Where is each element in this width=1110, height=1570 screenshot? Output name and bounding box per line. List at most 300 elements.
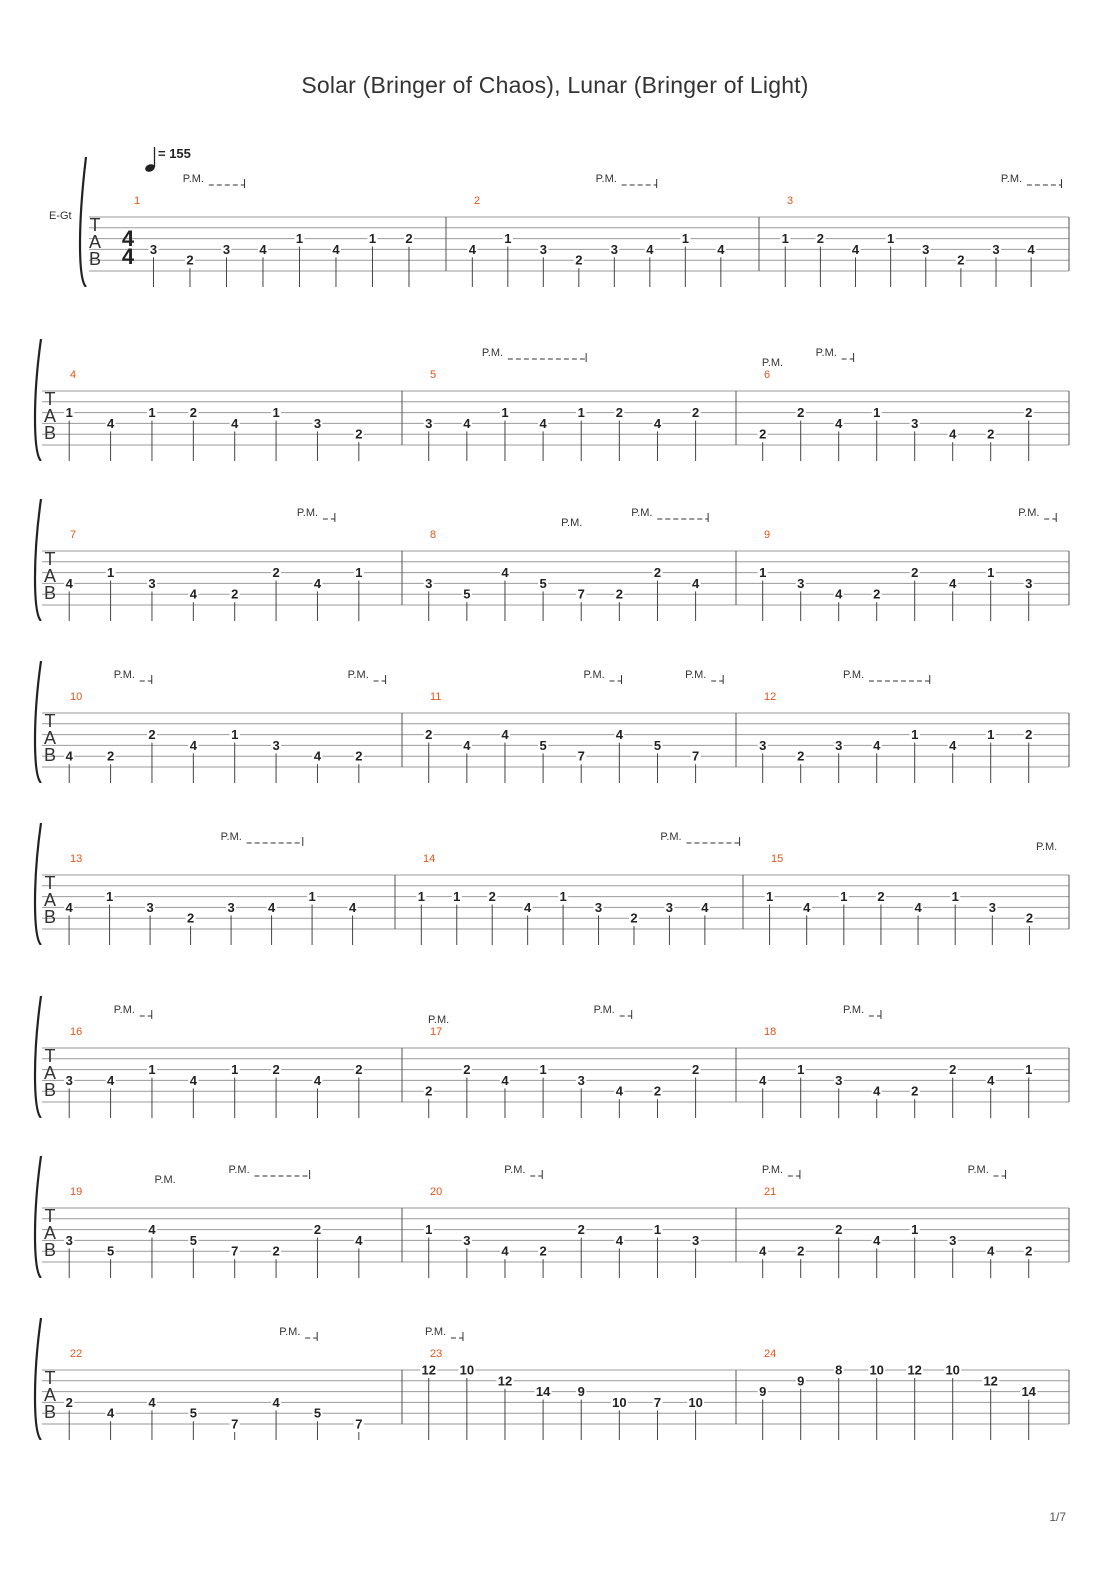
tab-note: 2: [797, 405, 805, 421]
tab-note: 2: [272, 1062, 280, 1078]
tab-note: 1: [840, 889, 848, 905]
tab-note: 7: [231, 1416, 239, 1432]
system-bracket: [35, 661, 41, 783]
tab-note: 1: [65, 405, 73, 421]
tab-note: 2: [691, 405, 700, 421]
tab-note: 7: [653, 1394, 662, 1410]
tab-clef-b: B: [43, 1402, 57, 1422]
tab-note: 4: [539, 415, 547, 431]
tab-note: 4: [189, 1072, 197, 1088]
measure-2: [467, 195, 726, 287]
palm-mute: [561, 517, 582, 529]
tab-note: 1: [417, 889, 425, 905]
palm-mute: [762, 1164, 800, 1179]
tab-note: 3: [594, 899, 603, 915]
tab-note: 1: [781, 231, 789, 247]
tab-note: 3: [146, 899, 154, 915]
palm-mute-label: P.M.: [424, 1326, 447, 1338]
tab-note: 2: [759, 426, 767, 442]
tab-note: 4: [463, 415, 471, 431]
tab-note: 1: [272, 405, 280, 421]
tab-note: 1: [681, 231, 689, 247]
palm-mute-label: P.M.: [504, 1164, 526, 1176]
tab-note: 2: [272, 565, 280, 581]
palm-mute: [482, 347, 586, 362]
tab-note: 1: [987, 565, 995, 581]
tab-note: 4: [189, 586, 197, 602]
measure-10: [64, 691, 364, 783]
tab-note: 4: [615, 1083, 623, 1099]
tab-system-5: [0, 805, 1110, 945]
tab-note: 3: [272, 737, 280, 753]
tab-note: 2: [539, 1243, 547, 1259]
tab-note: 1: [911, 1222, 919, 1238]
song-title: Solar (Bringer of Chaos), Lunar (Bringer of Light): [301, 72, 809, 98]
tab-clef-b: B: [43, 1080, 57, 1100]
palm-mute-label: P.M.: [1036, 841, 1058, 853]
tab-note: 4: [646, 241, 654, 257]
tab-clef-t: T: [44, 873, 56, 893]
tab-note: 1: [539, 1062, 547, 1078]
tab-note: 1: [453, 889, 461, 905]
measure-9: [758, 529, 1034, 621]
tab-note: 2: [615, 586, 623, 602]
tab-note: 9: [759, 1384, 767, 1400]
palm-mute: [114, 669, 152, 684]
palm-mute: [1036, 841, 1057, 853]
tab-note: 4: [332, 241, 340, 257]
palm-mute: [584, 669, 622, 684]
tab-note: 4: [524, 899, 532, 915]
measure-number: 8: [430, 529, 437, 541]
measure-12: [758, 691, 1034, 783]
tab-note: 2: [615, 405, 623, 421]
tab-note: 2: [653, 1083, 662, 1099]
tab-note: 4: [65, 899, 73, 915]
tab-note: 2: [949, 1062, 957, 1078]
tab-note: 4: [355, 1232, 363, 1248]
tab-note: 1: [231, 1062, 239, 1078]
palm-mute: [843, 669, 930, 684]
tab-note: 2: [272, 1243, 280, 1259]
tab-clef-t: T: [44, 1046, 56, 1066]
tab-system-4: [0, 643, 1110, 783]
tab-note: 3: [911, 415, 919, 431]
tab-note: 3: [835, 1072, 843, 1088]
palm-mute: [114, 1004, 152, 1019]
palm-mute-label: P.M.: [685, 669, 707, 681]
tab-clef-t: T: [44, 1368, 56, 1388]
measure-number: 3: [787, 195, 794, 207]
tab-note: 4: [65, 575, 73, 591]
tab-note: 3: [691, 1232, 700, 1248]
tab-note: 4: [615, 727, 623, 743]
tab-note: 3: [577, 1072, 585, 1088]
tempo-marking: [144, 147, 156, 173]
tab-note: 4: [851, 241, 860, 257]
measure-number: 1: [134, 195, 141, 207]
measure-22: [64, 1348, 364, 1440]
tab-clef-b: B: [43, 1240, 57, 1260]
palm-mute-label: P.M.: [583, 669, 605, 681]
tab-note: 2: [355, 748, 363, 764]
measure-19: [64, 1186, 364, 1278]
palm-mute: [425, 1326, 463, 1341]
tab-note: 3: [992, 241, 1000, 257]
tab-note: 1: [873, 405, 881, 421]
tab-note: 2: [653, 565, 662, 581]
tab-note: 1: [653, 1222, 662, 1238]
palm-mute-label: P.M.: [220, 831, 242, 843]
measure-16: [64, 1026, 364, 1118]
palm-mute-label: P.M.: [228, 1164, 250, 1176]
palm-mute: [843, 1004, 881, 1019]
tab-note: 1: [425, 1222, 433, 1238]
tab-note: 2: [797, 1243, 805, 1259]
tab-note: 7: [231, 1243, 239, 1259]
measure-number: 20: [430, 1186, 443, 1198]
palm-mute: [504, 1164, 542, 1179]
tab-note: 2: [65, 1394, 73, 1410]
tab-note: 4: [272, 1394, 280, 1410]
palm-mute: [279, 1326, 317, 1341]
tab-note: 3: [797, 575, 805, 591]
tab-note: 2: [691, 1062, 700, 1078]
tab-note: 4: [949, 426, 957, 442]
tab-note: 4: [949, 737, 957, 753]
tab-note: 2: [186, 910, 195, 926]
tab-note: 4: [835, 415, 843, 431]
tab-note: 4: [106, 1405, 115, 1421]
palm-mute-label: P.M.: [296, 507, 319, 519]
palm-mute-label: P.M.: [660, 831, 682, 843]
tab-note: 4: [759, 1072, 767, 1088]
tab-note: 4: [759, 1243, 767, 1259]
tab-note: 12: [421, 1362, 436, 1378]
measure-14: [416, 853, 710, 945]
tab-note: 2: [630, 910, 638, 926]
tab-note: 4: [803, 899, 811, 915]
time-signature-denominator: 4: [121, 244, 135, 269]
tab-note: 4: [949, 575, 957, 591]
tab-note: 3: [148, 575, 156, 591]
palm-mute-label: P.M.: [593, 1004, 615, 1016]
measure-number: 23: [430, 1348, 443, 1360]
tab-note: 2: [355, 426, 363, 442]
tab-note: 5: [189, 1232, 197, 1248]
tab-note: 3: [835, 737, 843, 753]
tab-note: 2: [987, 426, 995, 442]
tab-note: 4: [701, 899, 709, 915]
tab-note: 8: [835, 1362, 843, 1378]
palm-mute-label: P.M.: [761, 357, 784, 369]
palm-mute-label: P.M.: [631, 507, 653, 519]
tab-note: 7: [691, 748, 700, 764]
tab-note: 4: [231, 415, 239, 431]
system-bracket: [35, 499, 41, 621]
tab-note: 5: [313, 1405, 322, 1421]
tab-note: 4: [189, 737, 197, 753]
tab-note: 3: [539, 241, 547, 257]
tab-note: 7: [577, 748, 585, 764]
tab-note: 4: [501, 1243, 509, 1259]
measure-20: [424, 1186, 701, 1278]
tab-clef-a: A: [43, 1063, 57, 1083]
palm-mute-label: P.M.: [113, 1004, 135, 1016]
tab-system-2: [0, 321, 1110, 461]
tab-note: 2: [873, 586, 881, 602]
tab-note: 1: [308, 889, 316, 905]
tab-note: 1: [765, 889, 774, 905]
tab-clef-b: B: [43, 745, 57, 765]
tab-note: 2: [816, 231, 825, 247]
tab-note: 5: [539, 737, 547, 753]
tab-clef-b: B: [43, 583, 57, 603]
system-bracket: [35, 823, 41, 945]
tab-note: 4: [468, 241, 476, 257]
tab-system-8: [0, 1300, 1110, 1440]
tab-note: 4: [501, 1072, 509, 1088]
palm-mute: [594, 1004, 632, 1019]
tab-note: 4: [987, 1072, 995, 1088]
tab-note: 3: [149, 241, 158, 257]
tab-system-7: [0, 1138, 1110, 1278]
tab-clef-t: T: [89, 215, 101, 235]
tab-note: 2: [1025, 727, 1033, 743]
tab-note: 5: [106, 1243, 115, 1259]
palm-mute: [428, 1014, 449, 1026]
system-bracket: [80, 157, 86, 287]
tab-clef-a: A: [43, 1223, 57, 1243]
tab-note: 4: [148, 1394, 156, 1410]
measure-11: [424, 691, 701, 783]
tab-note: 14: [1021, 1384, 1036, 1400]
tab-note: 2: [186, 252, 194, 268]
tab-note: 5: [539, 575, 547, 591]
tab-note: 9: [797, 1373, 805, 1389]
palm-mute: [348, 669, 386, 684]
measure-24: [758, 1348, 1037, 1440]
tab-note: 2: [231, 586, 239, 602]
tab-note: 1: [105, 889, 114, 905]
tab-note: 7: [355, 1416, 363, 1432]
measure-number: 18: [764, 1026, 777, 1038]
palm-mute: [631, 507, 708, 522]
measure-17: [424, 1026, 701, 1118]
tab-note: 3: [425, 575, 433, 591]
tab-note: 12: [907, 1362, 922, 1378]
palm-mute: [762, 357, 783, 369]
tab-clef-b: B: [88, 249, 102, 269]
palm-mute: [816, 347, 854, 362]
tab-note: 4: [148, 1222, 156, 1238]
tab-note: 1: [148, 405, 156, 421]
palm-mute-label: P.M.: [113, 669, 135, 681]
tab-note: 3: [65, 1232, 73, 1248]
measure-13: [64, 853, 358, 945]
measure-8: [424, 529, 701, 621]
tab-note: 3: [988, 899, 996, 915]
tab-clef-b: B: [43, 423, 57, 443]
tab-note: 3: [922, 241, 930, 257]
tab-note: 1: [106, 565, 115, 581]
palm-mute: [1001, 173, 1062, 188]
tab-note: 4: [873, 737, 881, 753]
measure-7: [64, 529, 364, 621]
tab-note: 1: [355, 565, 363, 581]
time-signature-numerator: 4: [121, 226, 135, 251]
measure-18: [758, 1026, 1034, 1118]
tab-note: 2: [405, 231, 413, 247]
tab-system-6: [0, 978, 1110, 1118]
palm-mute-label: P.M.: [595, 173, 617, 185]
tab-note: 4: [873, 1083, 881, 1099]
measure-number: 4: [70, 369, 77, 381]
tab-note: 10: [945, 1362, 960, 1378]
measure-number: 22: [70, 1348, 83, 1360]
tab-clef-t: T: [44, 549, 56, 569]
measure-6: [758, 369, 1034, 461]
tab-note: 5: [189, 1405, 197, 1421]
tab-note: 1: [987, 727, 995, 743]
measure-15: [765, 853, 1035, 945]
tab-note: 1: [559, 889, 567, 905]
tab-note: 3: [425, 415, 433, 431]
tab-note: 1: [577, 405, 585, 421]
system-bracket: [35, 996, 41, 1118]
system-bracket: [35, 1318, 41, 1440]
palm-mute: [596, 173, 657, 188]
tempo-value: = 155: [158, 147, 191, 161]
palm-mute: [968, 1164, 1006, 1179]
tab-note: 4: [313, 748, 322, 764]
tab-note: 2: [911, 565, 919, 581]
tab-note: 2: [488, 889, 496, 905]
tab-clef-t: T: [44, 1206, 56, 1226]
tab-note: 14: [535, 1384, 551, 1400]
tab-note: 3: [313, 415, 322, 431]
tab-note: 9: [577, 1384, 585, 1400]
tab-note: 10: [612, 1394, 627, 1410]
tab-clef-t: T: [44, 711, 56, 731]
tab-note: 1: [231, 727, 239, 743]
tab-note: 4: [267, 899, 276, 915]
tab-clef-a: A: [43, 566, 57, 586]
tab-note: 2: [835, 1222, 843, 1238]
tab-note: 4: [1027, 241, 1035, 257]
palm-mute-label: P.M.: [428, 1014, 450, 1026]
palm-mute: [228, 1164, 309, 1179]
tab-note: 1: [759, 565, 767, 581]
tab-note: 2: [1025, 910, 1034, 926]
palm-mute-label: P.M.: [761, 1164, 784, 1176]
tab-system-1: [0, 147, 1110, 287]
tab-note: 5: [653, 737, 662, 753]
measure-number: 12: [764, 691, 777, 703]
tab-note: 2: [355, 1062, 363, 1078]
palm-mute-label: P.M.: [967, 1164, 989, 1176]
tab-note: 3: [1025, 575, 1033, 591]
tab-note: 2: [797, 748, 805, 764]
tab-clef-a: A: [43, 728, 57, 748]
tab-clef-a: A: [43, 890, 57, 910]
tab-note: 2: [911, 1083, 919, 1099]
tab-note: 10: [459, 1362, 475, 1378]
measure-number: 19: [70, 1186, 83, 1198]
tab-clef-a: A: [43, 1385, 57, 1405]
tab-note: 3: [65, 1072, 73, 1088]
palm-mute: [1018, 507, 1056, 522]
tab-note: 3: [227, 899, 235, 915]
tab-clef-a: A: [88, 232, 102, 252]
tab-note: 3: [759, 737, 767, 753]
tab-note: 1: [911, 727, 919, 743]
tab-note: 12: [497, 1373, 513, 1389]
tab-note: 2: [313, 1222, 322, 1238]
tab-note: 2: [577, 1222, 585, 1238]
measure-number: 6: [764, 369, 771, 381]
system-bracket: [35, 1156, 41, 1278]
tab-note: 7: [577, 586, 585, 602]
tab-note: 3: [949, 1232, 957, 1248]
tab-note: 4: [615, 1232, 623, 1248]
tab-note: 2: [877, 889, 885, 905]
palm-mute: [221, 831, 303, 846]
tab-note: 1: [1025, 1062, 1033, 1078]
tab-note: 10: [688, 1394, 703, 1410]
tab-note: 5: [463, 586, 471, 602]
measure-4: [64, 369, 364, 461]
tab-note: 3: [222, 241, 231, 257]
tab-note: 1: [797, 1062, 805, 1078]
tab-note: 2: [1025, 405, 1033, 421]
measure-number: 14: [423, 853, 436, 865]
palm-mute-label: P.M.: [1018, 507, 1040, 519]
measure-number: 2: [474, 195, 481, 207]
palm-mute-label: P.M.: [154, 1174, 176, 1186]
tab-note: 4: [106, 1072, 115, 1088]
tab-note: 2: [575, 252, 583, 268]
measure-number: 16: [70, 1026, 83, 1038]
palm-mute-label: P.M.: [481, 347, 504, 359]
measure-number: 10: [70, 691, 83, 703]
tab-note: 2: [463, 1062, 471, 1078]
measure-23: [420, 1348, 704, 1440]
tab-note: 1: [504, 231, 512, 247]
tab-note: 4: [313, 575, 322, 591]
instrument-label: E-Gt: [49, 210, 72, 222]
tab-note: 10: [869, 1362, 884, 1378]
tab-note: 3: [610, 241, 618, 257]
measure-1: [134, 195, 414, 287]
tab-note: 1: [368, 231, 377, 247]
palm-mute-label: P.M.: [347, 669, 369, 681]
tab-note: 2: [189, 405, 197, 421]
tab-note: 2: [106, 748, 115, 764]
tab-note: 4: [313, 1072, 322, 1088]
palm-mute-label: P.M.: [842, 1004, 865, 1016]
tab-clef-t: T: [44, 389, 56, 409]
tab-note: 3: [665, 899, 674, 915]
tab-clef-b: B: [43, 907, 57, 927]
palm-mute-label: P.M.: [815, 347, 837, 359]
tab-system-3: [0, 481, 1110, 621]
palm-mute-label: P.M.: [279, 1326, 301, 1338]
tab-note: 4: [501, 565, 509, 581]
tab-note: 4: [348, 899, 357, 915]
tab-note: 2: [1025, 1243, 1033, 1259]
palm-mute: [183, 173, 245, 188]
